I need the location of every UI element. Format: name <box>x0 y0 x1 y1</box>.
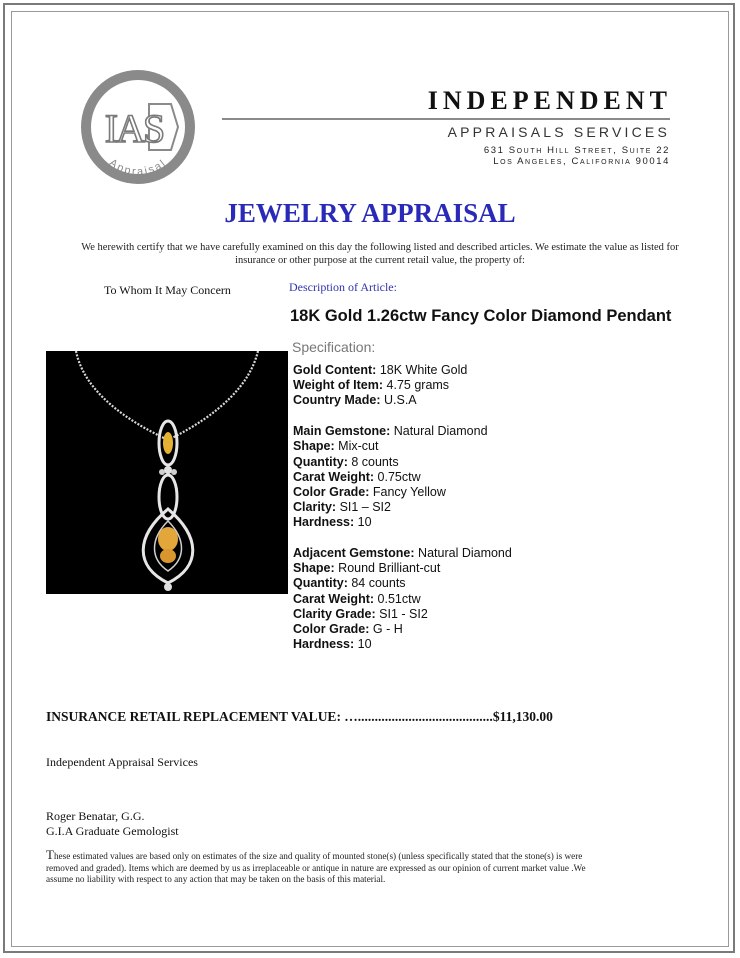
spec-row <box>293 622 512 637</box>
spec-value: 4.75 grams <box>386 378 450 393</box>
spec-row <box>293 500 512 515</box>
spec-row <box>293 470 512 485</box>
spec-row <box>293 424 512 439</box>
spec-label: Shape: <box>293 561 335 576</box>
logo-ring-text: Appraisal <box>106 156 170 179</box>
spec-label: Hardness: <box>293 637 355 652</box>
spec-label: Adjacent Gemstone: <box>293 546 415 561</box>
logo-monogram: IAS <box>104 106 164 151</box>
header-divider <box>222 118 670 120</box>
spec-value: 10 <box>357 515 372 530</box>
spec-value: Mix-cut <box>338 439 379 454</box>
spec-label: Quantity: <box>293 576 348 591</box>
spec-value: 0.51ctw <box>377 591 421 606</box>
spec-label: Carat Weight: <box>293 469 375 484</box>
pendant-photo <box>46 351 288 594</box>
spec-value: Fancy Yellow <box>372 484 446 499</box>
spec-value: 10 <box>357 637 372 652</box>
specification-label: Specification: <box>292 339 376 355</box>
spec-value: 84 counts <box>351 576 406 591</box>
spec-row <box>293 515 512 530</box>
spec-row <box>293 637 512 652</box>
spec-label: Color Grade: <box>293 484 370 499</box>
spec-value: 0.75ctw <box>377 469 421 484</box>
spec-row <box>293 393 512 408</box>
spec-row <box>293 576 512 591</box>
spec-row <box>293 546 512 561</box>
spec-label: Clarity Grade: <box>293 606 376 621</box>
disclaimer <box>46 849 606 886</box>
recipient: To Whom It May Concern <box>104 283 231 297</box>
address-line-1: 631 South Hill Street, Suite 22 <box>483 145 670 156</box>
spec-label: Color Grade: <box>293 622 370 637</box>
spec-label: Carat Weight: <box>293 591 375 606</box>
document-title: JEWELRY APPRAISAL <box>224 198 516 228</box>
footer-company: Independent Appraisal Services <box>46 755 198 769</box>
spec-value: G - H <box>372 622 403 637</box>
article-title: 18K Gold 1.26ctw Fancy Color Diamond Pendant <box>290 307 672 325</box>
spec-value: Round Brilliant-cut <box>338 561 441 576</box>
description-label: Description of Article: <box>289 280 397 294</box>
insurance-label: INSURANCE RETAIL REPLACEMENT VALUE: …........................................ <box>46 709 493 724</box>
spec-row <box>293 485 512 500</box>
certification-intro: We herewith certify that we have carefully examined on this day the following listed and described articles. We estimate the value as listed for insurance or other purpose at the current retail value, the property of: <box>81 242 679 266</box>
spec-row <box>293 607 512 622</box>
spec-value: 18K White Gold <box>379 363 468 377</box>
spec-label: Country Made: <box>293 393 381 408</box>
address-line-2: Los Angeles, California 90014 <box>493 156 670 167</box>
spec-value: SI1 - SI2 <box>379 606 428 621</box>
spec-value: U.S.A <box>383 393 417 408</box>
company-name: INDEPENDENT <box>427 86 672 115</box>
specification-list <box>293 363 512 652</box>
disclaimer-text: hese estimated values are based only on estimates of the size and quality of mounted stone(s) (unless specifically stated that the stone(s) is were removed and graded). Items which are deemed by us as irreplaceable or antique in nature are expressed as our opinion of current market value .We assume no liability with respect to any action that may be taken on the basis of this material. <box>46 851 586 884</box>
spec-row <box>293 363 512 378</box>
spec-value: Natural Diamond <box>418 546 512 561</box>
spec-label: Gold Content: <box>293 363 377 377</box>
insurance-value-line <box>46 709 553 725</box>
spec-row <box>293 592 512 607</box>
spec-value: SI1 – SI2 <box>339 500 391 515</box>
disclaimer-initial: T <box>46 847 54 862</box>
spec-value: 8 counts <box>351 454 399 469</box>
spec-label: Weight of Item: <box>293 378 384 393</box>
spec-value: Natural Diamond <box>393 424 488 439</box>
spec-row <box>293 378 512 393</box>
spec-row <box>293 561 512 576</box>
spec-label: Hardness: <box>293 515 355 530</box>
spec-label: Clarity: <box>293 500 337 515</box>
spec-label: Main Gemstone: <box>293 424 391 439</box>
spec-label: Quantity: <box>293 454 348 469</box>
signer-name: Roger Benatar, G.G. <box>46 809 145 823</box>
company-subtitle: APPRAISALS SERVICES <box>447 124 670 140</box>
insurance-amount: $11,130.00 <box>492 709 553 724</box>
signer-title: G.I.A Graduate Gemologist <box>46 824 179 838</box>
spec-label: Shape: <box>293 439 335 454</box>
spec-row <box>293 439 512 454</box>
ias-logo <box>79 68 197 186</box>
spec-row <box>293 455 512 470</box>
